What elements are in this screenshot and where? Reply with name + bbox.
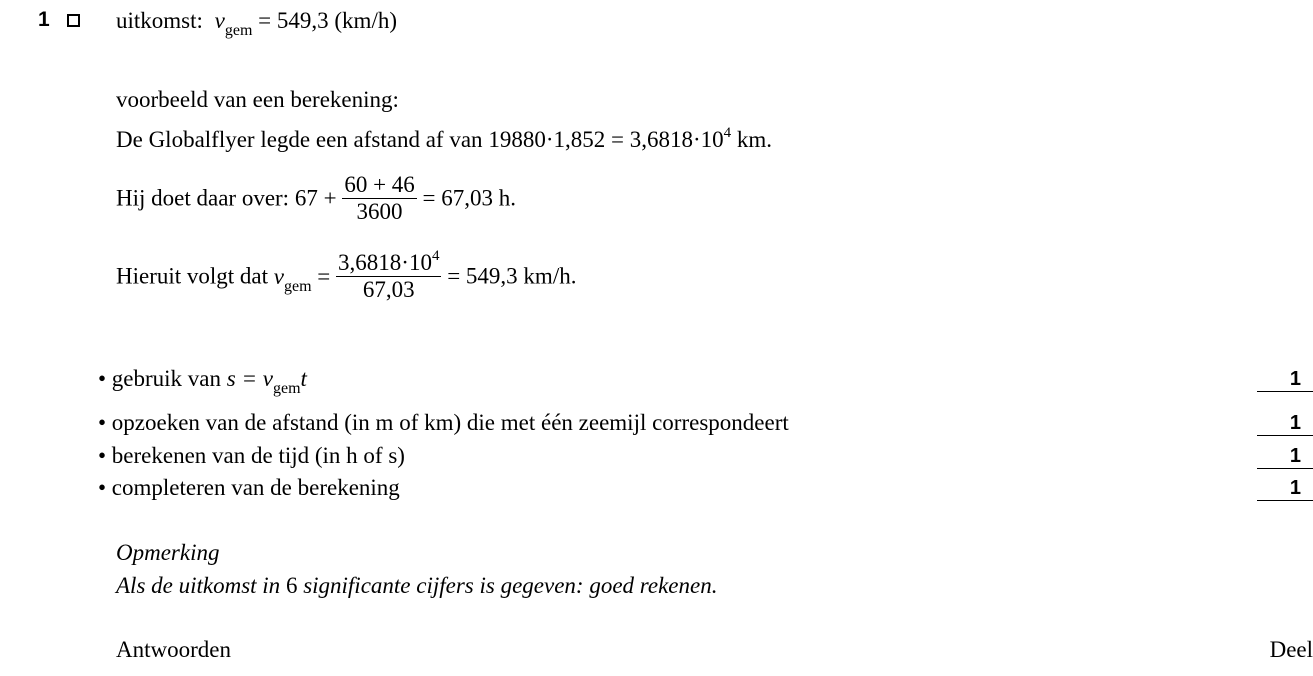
line3-num-base: 3,6818·10 bbox=[338, 250, 432, 275]
line1-text: De Globalflyer legde een afstand af van bbox=[116, 127, 489, 152]
line2-numerator: 60 + 46 bbox=[344, 172, 415, 197]
example-line-3 bbox=[116, 250, 576, 303]
criterion-2-text: • opzoeken van de afstand (in m of km) die met één zeemijl correspondeert bbox=[98, 410, 789, 435]
criterion-3-text: • berekenen van de tijd (in h of s) bbox=[98, 443, 405, 468]
line3-fraction bbox=[336, 250, 441, 303]
line2-denominator: 3600 bbox=[342, 198, 416, 225]
remark-pre: Als de uitkomst in bbox=[116, 573, 286, 598]
line3-numerator bbox=[336, 250, 441, 276]
remark-post: significante cijfers is gegeven: goed rekenen. bbox=[297, 573, 718, 598]
line1-unit: km. bbox=[731, 127, 772, 152]
line3-sub: gem bbox=[284, 277, 312, 295]
line1-expr: 19880·1,852 = 3,6818·10 bbox=[488, 127, 724, 152]
line3-num-exp: 4 bbox=[431, 248, 440, 264]
result-var: v bbox=[214, 8, 225, 33]
remark-text bbox=[116, 573, 717, 599]
line2-pre: 67 + bbox=[294, 185, 337, 211]
remark-num: 6 bbox=[285, 573, 298, 598]
footer-right: Deel bbox=[1269, 637, 1313, 662]
criterion-4-text: • completeren van de berekening bbox=[98, 475, 400, 500]
criterion-1-text: • gebruik van bbox=[98, 366, 227, 391]
criterion-3-score: 1 bbox=[1257, 445, 1313, 469]
criterion-1-formula: s = v bbox=[226, 366, 273, 391]
line3-text: Hieruit volgt dat bbox=[116, 263, 274, 289]
criterion-4-score: 1 bbox=[1257, 477, 1313, 501]
result-sub: gem bbox=[224, 22, 253, 39]
footer-left: Antwoorden bbox=[116, 637, 231, 662]
line3-eq: = bbox=[311, 263, 331, 289]
line3-post: = 549,3 km/h. bbox=[447, 263, 577, 289]
criterion-1 bbox=[98, 366, 307, 397]
criterion-2-score: 1 bbox=[1257, 412, 1313, 436]
result-value: = 549,3 (km/h) bbox=[258, 8, 397, 33]
criterion-1-sub: gem bbox=[272, 380, 301, 397]
question-checkbox[interactable] bbox=[67, 14, 80, 27]
remark-heading: Opmerking bbox=[116, 540, 220, 565]
criterion-1-score: 1 bbox=[1257, 368, 1313, 392]
line2-post: = 67,03 h. bbox=[422, 185, 517, 211]
result-line bbox=[116, 8, 397, 39]
example-line-1 bbox=[116, 127, 772, 153]
line1-exp: 4 bbox=[723, 125, 732, 141]
line3-var: v bbox=[273, 263, 284, 289]
result-label: uitkomst: bbox=[116, 8, 203, 33]
line3-denominator: 67,03 bbox=[336, 276, 441, 303]
example-line-2 bbox=[116, 172, 516, 225]
criterion-1-t: t bbox=[300, 366, 307, 391]
question-number: 1 bbox=[38, 8, 50, 31]
example-heading: voorbeeld van een berekening: bbox=[116, 87, 399, 112]
line2-text: Hij doet daar over: bbox=[116, 185, 295, 211]
line2-fraction bbox=[342, 172, 416, 225]
